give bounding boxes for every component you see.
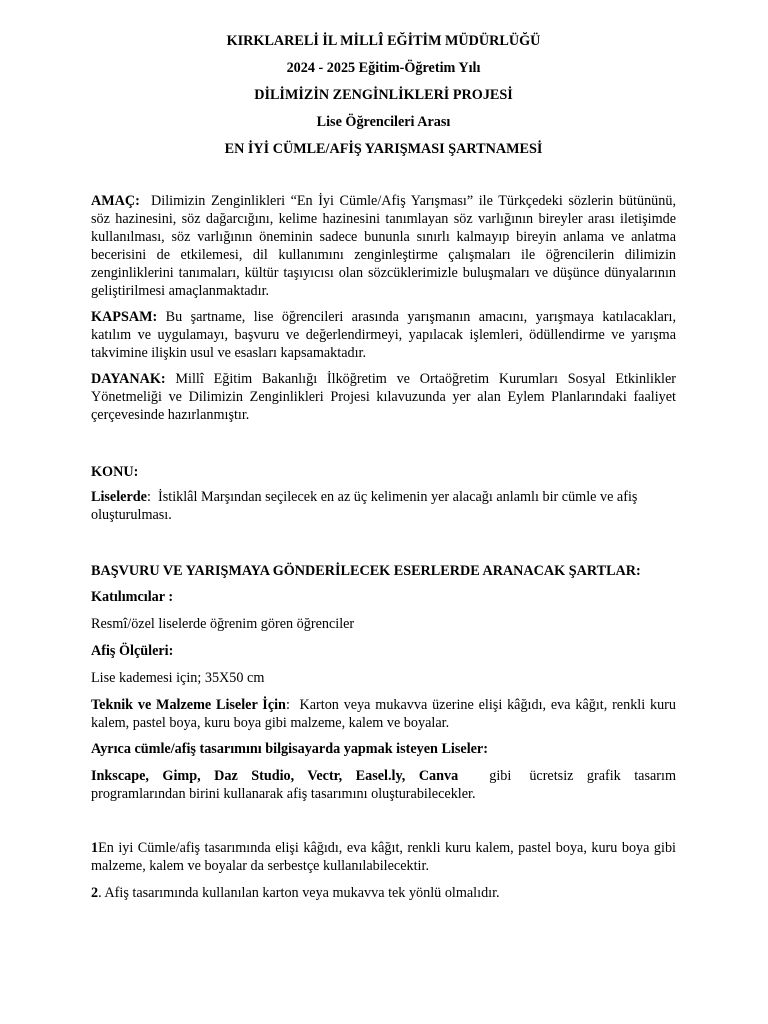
liselerde-text: İstiklâl Marşından seçilecek en az üç kelimenin yer alacağı anlamlı bir cümle ve afiş oluşturulması. (91, 489, 638, 523)
kapsam-label: KAPSAM: (91, 309, 158, 325)
item-text: . Afiş tasarımında kullanılan karton veya mukavva tek yönlü olmalıdır. (98, 885, 500, 901)
dayanak-label: DAYANAK: (91, 371, 166, 387)
teknik-label: Teknik ve Malzeme Liseler İçin (91, 697, 286, 713)
item-number: 2 (91, 885, 99, 901)
kapsam-text: Bu şartname, lise öğrencileri arasında yarışmanın amacını, yarışmaya katılacakları, katılım ve uygulamayı, başvuru ve değerlendirmeyi, yapılacak işlemleri, ödüllendirme ve yarışma takvimine ilişkin usul ve esasları kapsamaktadır. (91, 309, 676, 361)
section-programs (91, 767, 676, 803)
programs-list: Inkscape, Gimp, Daz Studio, Vectr, Easel.ly, Canva (91, 768, 459, 784)
header-audience: Lise Öğrencileri Arası (316, 114, 451, 130)
list-item (91, 884, 676, 902)
basvuru-title: BAŞVURU VE YARIŞMAYA GÖNDERİLECEK ESERLERDE ARANACAK ŞARTLAR: (91, 563, 641, 579)
programs-text-2: ücretsiz grafik tasarım programlarından birini kullanarak afiş tasarımını oluşturabilecekler. (91, 768, 676, 802)
header-project-name: DİLİMİZİN ZENGİNLİKLERİ PROJESİ (254, 87, 513, 103)
section-kapsam (91, 308, 676, 362)
header-directorate: KIRKLARELİ İL MİLLÎ EĞİTİM MÜDÜRLÜĞÜ (226, 33, 541, 49)
section-dayanak (91, 370, 676, 424)
section-amac (91, 192, 676, 300)
programs-text-1: gibi (489, 768, 512, 784)
liselerde-label: Liselerde (91, 489, 147, 505)
olculer-label: Afiş Ölçüleri: (91, 643, 174, 659)
header-school-year: 2024 - 2025 Eğitim-Öğretim Yılı (286, 60, 481, 76)
katilimcilar-label: Katılımcılar : (91, 589, 174, 605)
header-document-title: EN İYİ CÜMLE/AFİŞ YARIŞMASI ŞARTNAMESİ (224, 141, 543, 157)
section-konu-liselerde: Liselerde: İstiklâl Marşından seçilecek en az üç kelimenin yer alacağı anlamlı bir cümle ve afiş oluşturulması. (91, 489, 638, 523)
amac-text: Dilimizin Zenginlikleri “En İyi Cümle/Afiş Yarışması” ile Türkçedeki sözlerin bütününü, söz hazinesini, söz dağarcığını, kelime hazinesini tanımlayan söz varlığının bireyler arası iletişimde kullanılması, söz varlığının öneminin sadece bununla sınırlı kalmayıp bireyin anlama ve anlatma becerisini de etkilemesi, dil kullanımını zenginleştirme çalışmaları ile öğrencilerin dilimizin zenginliklerini tanımaları, kültür taşıyıcısı olan sözcüklerimizle buluşmaları ve düşünce dünyalarının geliştirilmesi amaçlanmaktadır. (91, 193, 677, 299)
teknik-text: Karton veya mukavva üzerine elişi kâğıdı, eva kâğıt, renkli kuru kalem, pastel boya, kuru boya gibi malzeme, kalem ve boyalar. (91, 697, 676, 731)
item-text: En iyi Cümle/afiş tasarımında elişi kâğıdı, eva kâğıt, renkli kuru kalem, pastel boya, kuru boya gibi malzeme, kalem ve boyalar da serbestçe kullanılabilecektir. (91, 840, 676, 874)
amac-label: AMAÇ: (91, 193, 140, 209)
dayanak-text: Millî Eğitim Bakanlığı İlköğretim ve Ortaöğretim Kurumları Sosyal Etkinlikler Yönetmeliği ve Dilimizin Zenginlikleri Projesi kılavuzunda yer alan Eylem Planlarındaki faaliyet çerçevesinde hazırlanmıştır. (91, 371, 676, 423)
item-number: 1 (91, 840, 99, 856)
olculer-text: Lise kademesi için; 35X50 cm (91, 670, 265, 686)
katilimcilar-text: Resmî/özel liselerde öğrenim gören öğrenciler (91, 616, 355, 632)
section-teknik: Teknik ve Malzeme Liseler İçin: Karton veya mukavva üzerine elişi kâğıdı, eva kâğıt, renkli kuru kalem, pastel boya, kuru boya gibi malzeme, kalem ve boyalar. (91, 697, 676, 731)
konu-label: KONU: (91, 464, 139, 480)
bilgisayar-label: Ayrıca cümle/afiş tasarımını bilgisayarda yapmak isteyen Liseler: (91, 741, 488, 757)
list-item (91, 839, 676, 875)
document-page (91, 32, 676, 902)
